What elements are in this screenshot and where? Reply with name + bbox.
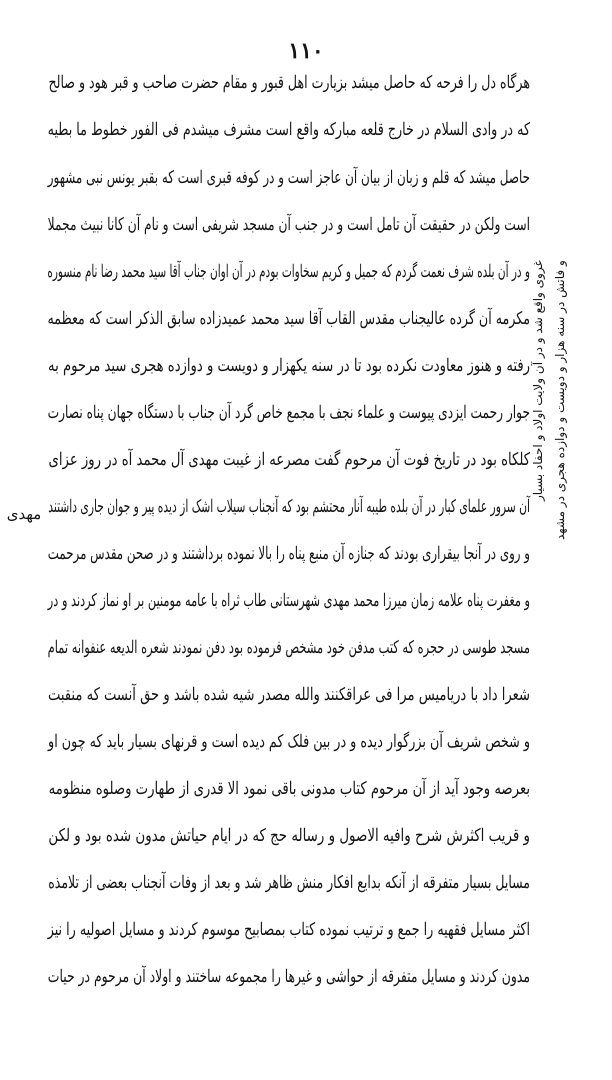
text-line-20: مدون کردند و مسایل متفرقه از حواشی و غیرها را مجموعه ساختند و اولاد آن مرحوم در حیات	[47, 967, 531, 987]
margin-word: مهدی	[6, 505, 42, 523]
margin-note	[528, 260, 576, 540]
text-line-4: است ولکن در حقیقت آن تامل است و در جنب آن مسجد شریفی است و نام آن کانا نبیث مجملا	[47, 215, 531, 235]
text-line-3: حاصل میشد که قلم و زبان از بیان آن عاجز است و در کوفه قبری است که بقبر یونس نبی مشهور	[47, 168, 530, 188]
text-line-5: و در آن بلده شرف نعمت گردم که جمیل و کریم سخاوات بودم در آن اوان جناب آقا سید محمد رضا نام منسوره	[47, 262, 530, 282]
margin-note-line-2: غروی واقع شد و در آن ولایت اولاد و احفاد بسیار	[531, 260, 545, 501]
text-line-11: و روی در آنجا بیقراری بودند که جنازه آن منبع پناه را بالا نموده برداشتند و در صحن مقدس مرحمت	[47, 544, 531, 564]
text-line-8: جوار رحمت ایزدی پیوست و علماء نجف با مجمع خاص گرد آن جناب با دستگاه جهان پناه نصارت	[47, 403, 530, 423]
text-line-12: و مغفرت پناه علامه زمان میرزا محمد مهدی شهرستانی طاب ثراه با عامه مومنین بر او نماز کردند و در	[47, 591, 530, 611]
text-line-1: هرگاه دل را فرحه که حاصل میشد بزیارت اهل قبور و مقام حضرت صاحب و قبر هود و صالح	[48, 73, 531, 93]
margin-note-line-1: و فاتش در سنه هزار و دویست و دوازده هجری در مشهد	[553, 260, 567, 540]
text-line-7: رفته و هنوز معاودت نکرده بود تا در سنه یکهزار و دویست و دوازده هجری سید مرحوم به	[48, 356, 530, 376]
text-line-9: کلکاه بود در تاریخ فوت آن مرحوم گفت مصرعه از غیبت مهدی آل محمد آه در روز عزای	[48, 450, 530, 470]
text-line-6: مکرمه آن گرده عالیجناب مقدس القاب آقا سید محمد عمیدزاده سابق الذکر است که معظمه	[47, 309, 530, 329]
text-line-16: بعرصه وجود آید از آن مرحوم کتاب مدونی باقی نمود الا قدری از طهارت وصلوه منظومه	[48, 779, 531, 799]
page-number: ۱۱۰	[288, 38, 324, 64]
text-line-2: که در وادی السلام در خارج قلعه مبارکه واقع است مشرف میشدم فی الفور خطوط ما بطیه	[47, 120, 530, 140]
manuscript-text-block	[48, 70, 530, 1000]
text-line-14: شعرا داد با دریامیس مرا فی عراقکنند والله مصدر شیه شده باشد و حق آنست که منقبت	[47, 685, 530, 705]
text-line-17: و قریب اکثرش شرح وافیه الاصول و رساله حج که در ایام حیاتش مدون شده بود و لکن	[48, 826, 531, 846]
text-line-13: مسجد طوسی در حجره که کتب مدفن خود مشخص فرموده بود دفن نمودند شعره الدیعه عنفوانه تمام	[47, 638, 530, 658]
text-line-15: و شخص شریف آن بزرگوار دیده و در بین فلک کم دیده است و قرنهای بسیار باید که چون او	[48, 732, 531, 752]
text-line-10: آن سرور علمای کبار در آن بلده طیبه آنار محتشم بود که آنجناب سیلاب اشک از دیده پیر و جوان جاری داشتند	[48, 497, 531, 517]
text-line-19: اکثر مسایل فقهیه را جمع و ترتیب نموده کتاب بمصابیح موسوم کردند و مسایل اصولیه را نیز	[47, 920, 531, 940]
text-line-18: مسایل بسیار متفرقه از آنکه بدایع افکار منش ظاهر شد و بعد از وفات آنجناب بعضی از تلامذه	[48, 873, 530, 893]
